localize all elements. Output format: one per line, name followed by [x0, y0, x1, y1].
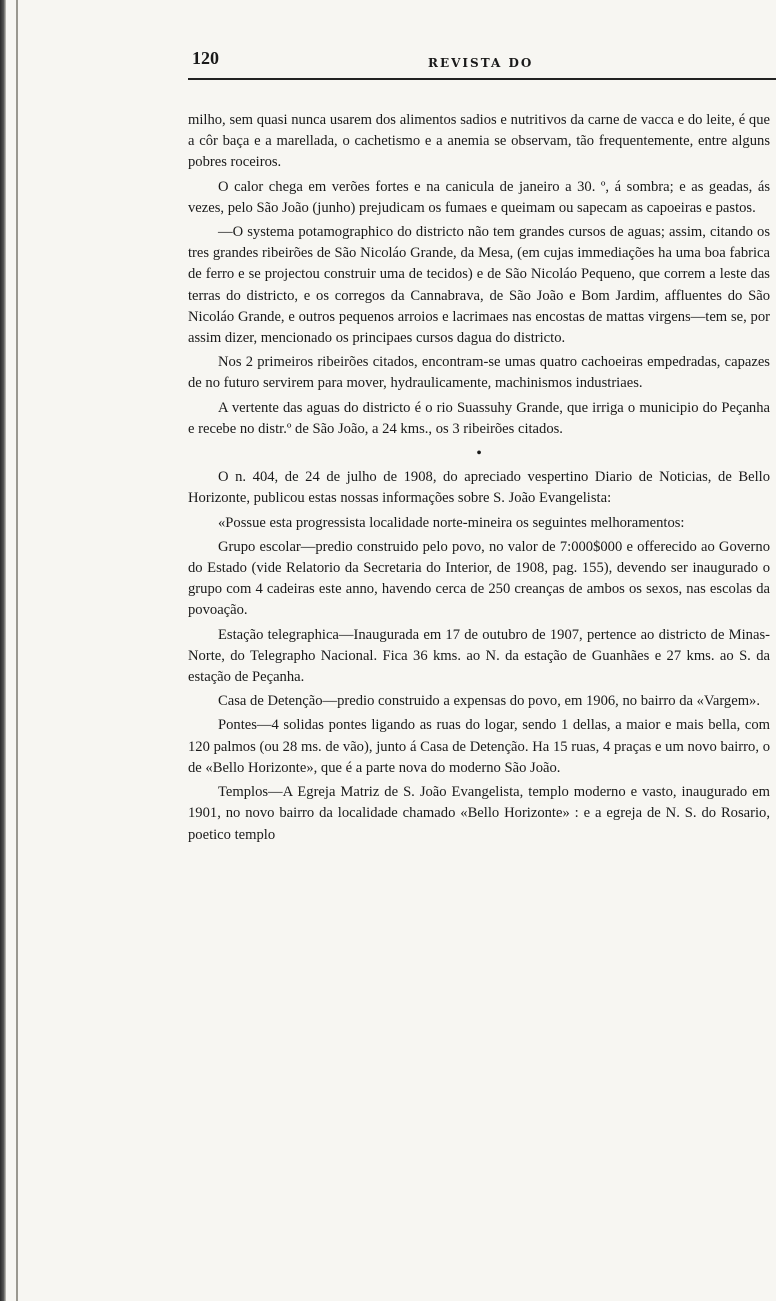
paragraph: Estação telegraphica—Inaugurada em 17 de outubro de 1907, pertence ao districto de Minas-Norte, do Telegrapho Nacional. Fica 36 kms. ao N. da estação de Guanhães e 27 kms. ao S. da estação de Peçanha. — [188, 626, 770, 686]
paragraph: O n. 404, de 24 de julho de 1908, do apreciado vespertino Diario de Noticias, de Bello Horizonte, publicou estas nossas informações sobre S. João Evangelista: — [188, 469, 770, 507]
paragraph: «Possue esta progressista localidade norte-mineira os seguintes melhoramentos: — [218, 514, 685, 531]
running-title: REVISTA DO — [428, 56, 534, 70]
paragraph: Nos 2 primeiros ribeirões citados, encontram-se umas quatro cachoeiras empedradas, capazes de no futuro servirem para mover, hydraulicamente, machinismos industriaes. — [188, 354, 770, 392]
book-spine-edge — [0, 0, 6, 1301]
document-page — [188, 46, 776, 849]
paragraph: O calor chega em verões fortes e na canicula de janeiro a 30. º, á sombra; e as geadas, ás vezes, pelo São João (junho) prejudicam os fumaes e queimam ou sapecam as capoeiras e pastos. — [188, 178, 770, 216]
paragraph: Pontes—4 solidas pontes ligando as ruas do logar, sendo 1 dellas, a maior e mais bella, com 120 palmos (ou 28 ms. de vão), junto á Casa de Detenção. Ha 15 ruas, 4 praças e um novo bairro, o de «Bello Horizonte», que é a parte nova do moderno São João. — [188, 717, 770, 776]
paragraph: Casa de Detenção—predio construido a expensas do povo, em 1906, no bairro da «Vargem». — [218, 693, 760, 710]
section-separator: • — [476, 445, 482, 463]
page-header — [188, 46, 776, 80]
paragraph: milho, sem quasi nunca usarem dos alimentos sadios e nutritivos da carne de vacca e do leite, é que a côr baça e a marellada, o cachetismo e a anemia se observam, tão frequentemente, entre alguns pobres roceiros. — [188, 112, 770, 171]
paragraph: Templos—A Egreja Matriz de S. João Evangelista, templo moderno e vasto, inaugurado em 1901, no novo bairro da localidade chamado «Bello Horizonte» : e a egreja de N. S. do Rosario, poetico templo — [188, 784, 770, 843]
page-body — [188, 110, 776, 846]
paragraph: Grupo escolar—predio construido pelo povo, no valor de 7:000$000 e offerecido ao Governo do Estado (vide Relatorio da Secretaria do Interior, de 1908, pag. 155), devendo ser inaugurado o grupo com 4 cadeiras este anno, havendo cerca de 250 creanças de ambos os sexos, nas escolas da povoação. — [188, 538, 770, 619]
paragraph: —O systema potamographico do districto não tem grandes cursos de aguas; assim, citando os tres grandes ribeirões de São Nicoláo Grande, da Mesa, (em cujas immediações ha uma boa fabrica de ferro e se projectou construir uma de tecidos) e de São Nicoláo Pequeno, que correm a leste das terras do districto, e os corregos da Cannabrava, de São João e Bom Jardim, affluentes do São Nicoláo Grande, e outros pequenos arroios e lacrimaes nas encostas de mattas virgens—tem se, por assim dizer, mencionado os principaes cursos dagua do districto. — [188, 224, 770, 347]
page-number: 120 — [192, 48, 219, 68]
book-spine-line — [16, 0, 18, 1301]
paragraph: A vertente das aguas do districto é o rio Suassuhy Grande, que irriga o municipio do Peçanha e recebe no distr.º de São João, a 24 kms., os 3 ribeirões citados. — [188, 399, 770, 437]
